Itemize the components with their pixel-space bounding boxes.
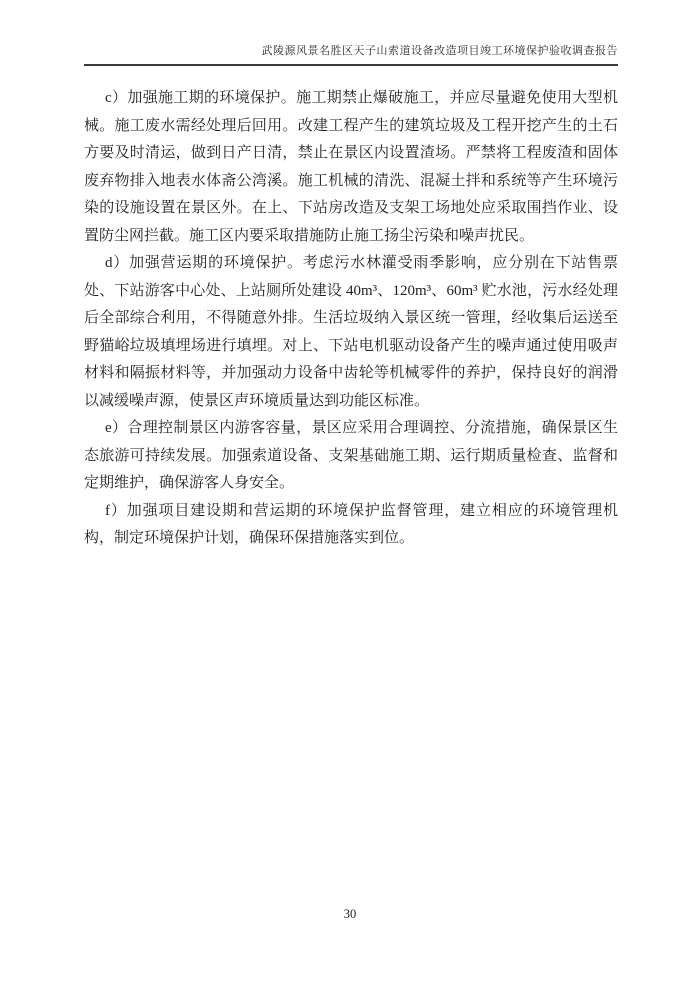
document-body [84, 85, 618, 553]
page-number: 30 [343, 907, 357, 921]
header-divider [84, 64, 618, 66]
paragraph-e: e）合理控制景区内游客容量，景区应采用合理调控、分流措施，确保景区生态旅游可持续发展。加强索道设备、支架基础施工期、运行期质量检查、监督和定期维护，确保游客人身安全。 [84, 420, 618, 491]
paragraph-d: d）加强营运期的环境保护。考虑污水林灌受雨季影响，应分别在下站售票处、下站游客中心处、上站厕所处建设 40m³、120m³、60m³ 贮水池，污水经处理后全部综合利用，不得随意外排。生活垃圾纳入景区统一管理，经收集后运送至野猫峪垃圾填埋场进行填埋。对上、下站电机驱动设备产生的噪声通过使用吸声材料和隔振材料等，并加强动力设备中齿轮等机械零件的养护，保持良好的润滑以减缓噪声源，使景区声环境质量达到功能区标准。 [84, 255, 618, 409]
paragraph-f: f）加强项目建设期和营运期的环境保护监督管理，建立相应的环境管理机构，制定环境保护计划，确保环保措施落实到位。 [84, 502, 618, 546]
running-header-title: 武陵源风景名胜区天子山索道设备改造项目竣工环境保护验收调查报告 [261, 45, 618, 57]
paragraph-c: c）加强施工期的环境保护。施工期禁止爆破施工，并应尽量避免使用大型机械。施工废水需经处理后回用。改建工程产生的建筑垃圾及工程开挖产生的土石方要及时清运，做到日产日清，禁止在景区内设置渣场。严禁将工程废渣和固体废弃物排入地表水体斋公湾溪。施工机械的清洗、混凝土拌和系统等产生环境污染的设施设置在景区外。在上、下站房改造及支架工场地处应采取围挡作业、设置防尘网拦截。施工区内要采取措施防止施工扬尘污染和噪声扰民。 [84, 90, 618, 244]
